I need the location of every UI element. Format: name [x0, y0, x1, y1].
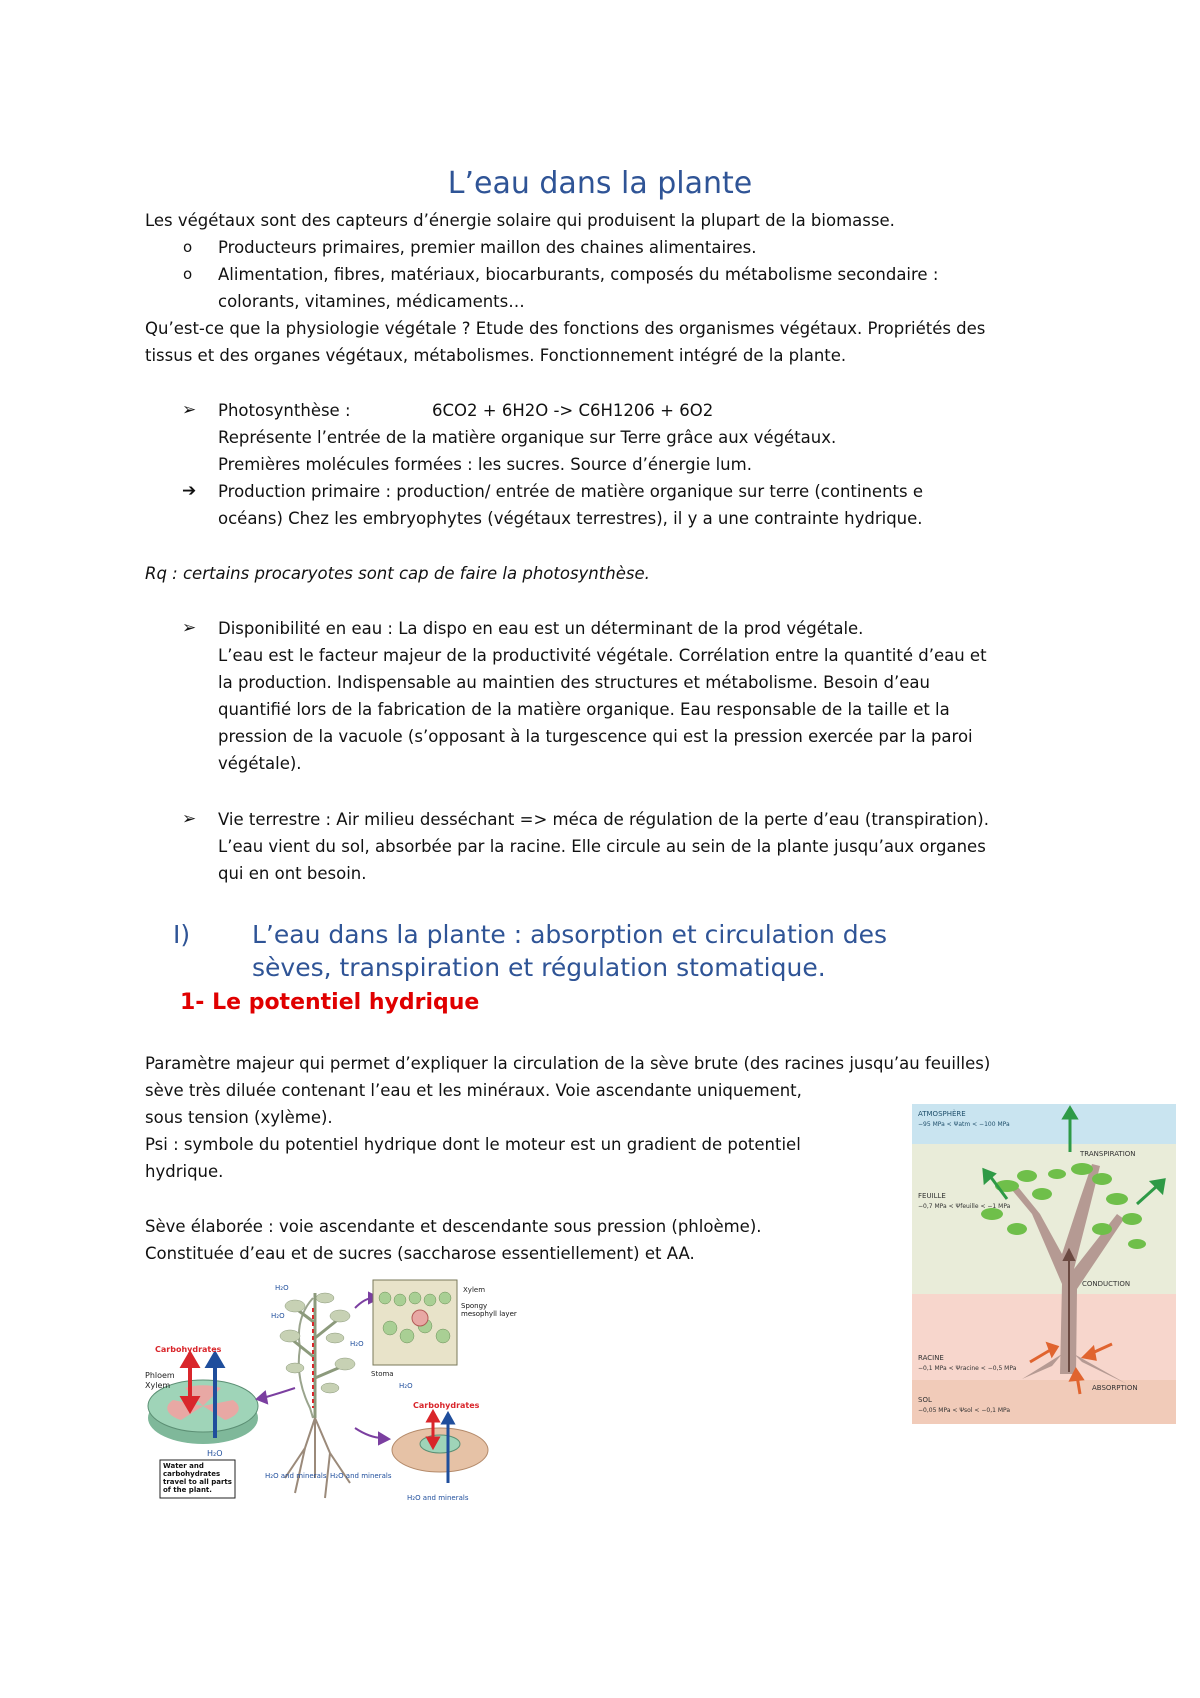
primary-production-text: océans) Chez les embryophytes (végétaux terrestres), il y a une contrainte hydrique.	[218, 509, 923, 528]
water-label: H₂O	[275, 1284, 289, 1292]
subsection-heading: 1- Le potentiel hydrique	[180, 990, 480, 1015]
atmosphere-value: −95 MPa < Ψatm < −100 MPa	[918, 1121, 1010, 1128]
absorption-label: ABSORPTION	[1092, 1384, 1138, 1392]
physiology-definition: tissus et des organes végétaux, métabolismes. Fonctionnement intégré de la plante.	[145, 346, 847, 365]
photosynthesis-label: Photosynthèse :	[218, 401, 351, 420]
water-minerals-label: H₂O and minerals	[330, 1472, 392, 1480]
stoma-label: Stoma	[371, 1370, 394, 1378]
terrestrial-life-text: L’eau vient du sol, absorbée par la racine. Elle circule au sein de la plante jusqu’aux organes	[218, 837, 986, 856]
chevron-bullet-icon: ➢	[182, 400, 197, 420]
water-availability-text: la production. Indispensable au maintien des structures et métabolisme. Besoin d’eau	[218, 673, 930, 692]
water-label: H₂O	[207, 1449, 223, 1458]
transpiration-label: TRANSPIRATION	[1080, 1150, 1136, 1158]
phloem-sap-text: Sève élaborée : voie ascendante et descendante sous pression (phloème).	[145, 1217, 762, 1236]
water-availability-text: végétale).	[218, 754, 302, 773]
arrow-bullet-icon: ➔	[182, 481, 197, 501]
water-minerals-label: H₂O and minerals	[407, 1494, 469, 1502]
water-availability-text: L’eau est le facteur majeur de la productivité végétale. Corrélation entre la quantité d’eau et	[218, 646, 987, 665]
root-carbohydrates-label: Carbohydrates	[413, 1401, 480, 1410]
xylem-label: Xylem	[145, 1381, 171, 1390]
remark: Rq : certains procaryotes sont cap de faire la photosynthèse.	[145, 564, 650, 583]
info-box-content	[163, 1462, 233, 1498]
water-label: H₂O	[350, 1340, 364, 1348]
intro-line: Les végétaux sont des capteurs d’énergie solaire qui produisent la plupart de la biomasse.	[145, 211, 895, 230]
spongy-mesophyll-label: Spongy mesophyll layer	[461, 1302, 517, 1318]
water-potential-tree-figure	[912, 1104, 1176, 1424]
water-potential-text: hydrique.	[145, 1162, 224, 1181]
leaf-label: FEUILLE	[918, 1192, 946, 1200]
photosynthesis-text: Premières molécules formées : les sucres. Source d’énergie lum.	[218, 455, 752, 474]
terrestrial-life-text: Vie terrestre : Air milieu desséchant => méca de régulation de la perte d’eau (transpiration).	[218, 810, 989, 829]
water-potential-text: sous tension (xylème).	[145, 1108, 333, 1127]
water-availability-text: pression de la vacuole (s’opposant à la turgescence qui est la pression exercée par la paroi	[218, 727, 973, 746]
water-availability-text: Disponibilité en eau : La dispo en eau est un déterminant de la prod végétale.	[218, 619, 864, 638]
conduction-label: CONDUCTION	[1082, 1280, 1131, 1288]
atmosphere-label: ATMOSPHÈRE	[918, 1110, 966, 1118]
bullet-item: Alimentation, fibres, matériaux, biocarburants, composés du métabolisme secondaire :	[218, 265, 939, 284]
chevron-bullet-icon: ➢	[182, 618, 197, 638]
phloem-sap-text: Constituée d’eau et de sucres (saccharose essentiellement) et AA.	[145, 1244, 695, 1263]
root-value: −0,1 MPa < Ψracine < −0,5 MPa	[918, 1365, 1017, 1372]
physiology-definition: Qu’est-ce que la physiologie végétale ? Etude des fonctions des organismes végétaux. Propriétés des	[145, 319, 986, 338]
terrestrial-life-text: qui en ont besoin.	[218, 864, 367, 883]
bullet-marker: o	[183, 265, 193, 283]
carbohydrates-label: Carbohydrates	[155, 1345, 222, 1354]
spongy-label-wrap	[461, 1302, 521, 1334]
root-label: RACINE	[918, 1354, 944, 1362]
water-label: H₂O	[271, 1312, 285, 1320]
vein	[412, 1310, 428, 1326]
water-potential-text: sève très diluée contenant l’eau et les minéraux. Voie ascendante uniquement,	[145, 1081, 802, 1100]
photosynthesis-text: Représente l’entrée de la matière organique sur Terre grâce aux végétaux.	[218, 428, 837, 447]
bullet-marker: o	[183, 238, 193, 256]
photosynthesis-equation: 6CO2 + 6H2O -> C6H1206 + 6O2	[432, 401, 714, 420]
soil-label: SOL	[918, 1396, 932, 1404]
leaf-value: −0,7 MPa < Ψfeuille < −1 MPa	[918, 1203, 1011, 1210]
section-number: I)	[173, 920, 191, 949]
water-potential-text: Psi : symbole du potentiel hydrique dont le moteur est un gradient de potentiel	[145, 1135, 801, 1154]
info-box-text: Water and carbohydrates travel to all parts of the plant.	[163, 1462, 232, 1494]
section-heading: sèves, transpiration et régulation stomatique.	[252, 953, 826, 982]
bullet-item-continued: colorants, vitamines, médicaments…	[218, 292, 525, 311]
phloem-label: Phloem	[145, 1371, 175, 1380]
soil-value: −0,05 MPa < Ψsol < −0,1 MPa	[918, 1407, 1011, 1414]
water-availability-text: quantifié lors de la fabrication de la matière organique. Eau responsable de la taille et la	[218, 700, 950, 719]
water-label: H₂O	[399, 1382, 413, 1390]
water-minerals-label: H₂O and minerals	[265, 1472, 327, 1480]
xylem-label: Xylem	[463, 1286, 486, 1294]
root-stele	[420, 1435, 460, 1453]
section-heading: L’eau dans la plante : absorption et circulation des	[252, 920, 888, 949]
water-potential-text: Paramètre majeur qui permet d’expliquer la circulation de la sève brute (des racines jusqu’au feuilles)	[145, 1054, 991, 1073]
bullet-item: Producteurs primaires, premier maillon des chaines alimentaires.	[218, 238, 757, 257]
sap-circulation-figure	[145, 1278, 555, 1528]
primary-production-text: Production primaire : production/ entrée de matière organique sur terre (continents e	[218, 482, 923, 501]
page-title: L’eau dans la plante	[447, 166, 753, 201]
chevron-bullet-icon: ➢	[182, 809, 197, 829]
plant-illustration	[280, 1293, 355, 1498]
